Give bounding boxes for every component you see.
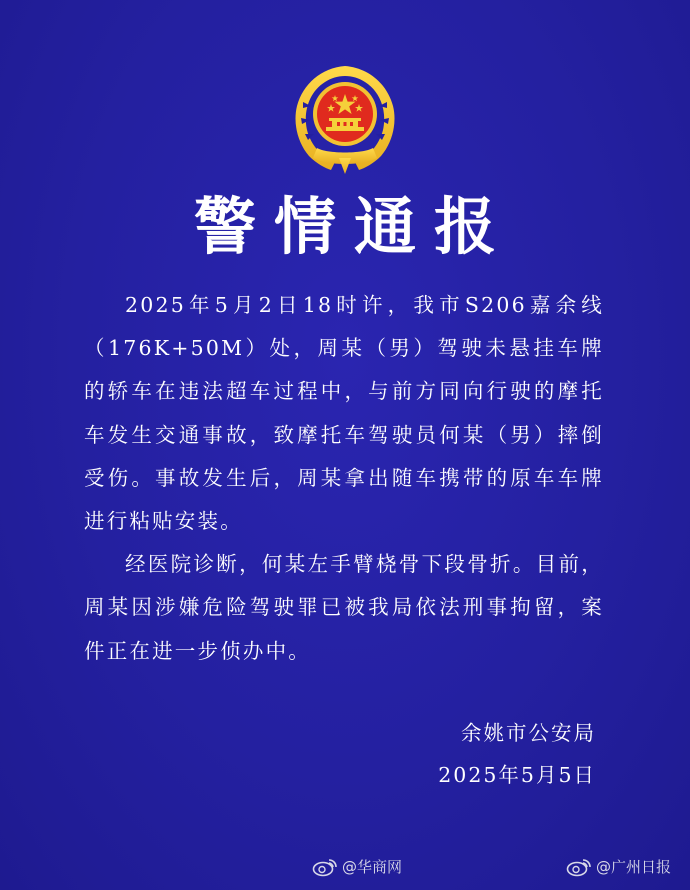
- weibo-icon: [566, 857, 592, 877]
- watermark-text: @广州日报: [596, 858, 672, 876]
- watermark-huashang: [312, 856, 402, 877]
- issue-date: 2025年5月5日: [438, 763, 596, 787]
- issuer-name: 余姚市公安局: [461, 721, 596, 745]
- page-title: 警情通报: [193, 190, 514, 263]
- notice-body: [84, 284, 604, 673]
- weibo-icon: [312, 857, 338, 877]
- watermark-guangzhou-daily: [566, 856, 671, 877]
- paragraph: 2025年5月2日18时许，我市S206嘉余线（176K+50M）处，周某（男）驾驶未悬挂车牌的轿车在违法超车过程中，与前方同向行驶的摩托车发生交通事故，致摩托车驾驶员何某（男）摔倒受伤。事故发生后，周某拿出随车携带的原车车牌进行粘贴安装。: [84, 293, 604, 534]
- paragraph: 经医院诊断，何某左手臂桡骨下段骨折。目前，周某因涉嫌危险驾驶罪已被我局依法刑事拘留，案件正在进一步侦办中。: [84, 552, 604, 663]
- signature-block: [438, 712, 596, 796]
- watermark-text: @华商网: [342, 858, 403, 876]
- police-emblem-icon: [291, 62, 399, 176]
